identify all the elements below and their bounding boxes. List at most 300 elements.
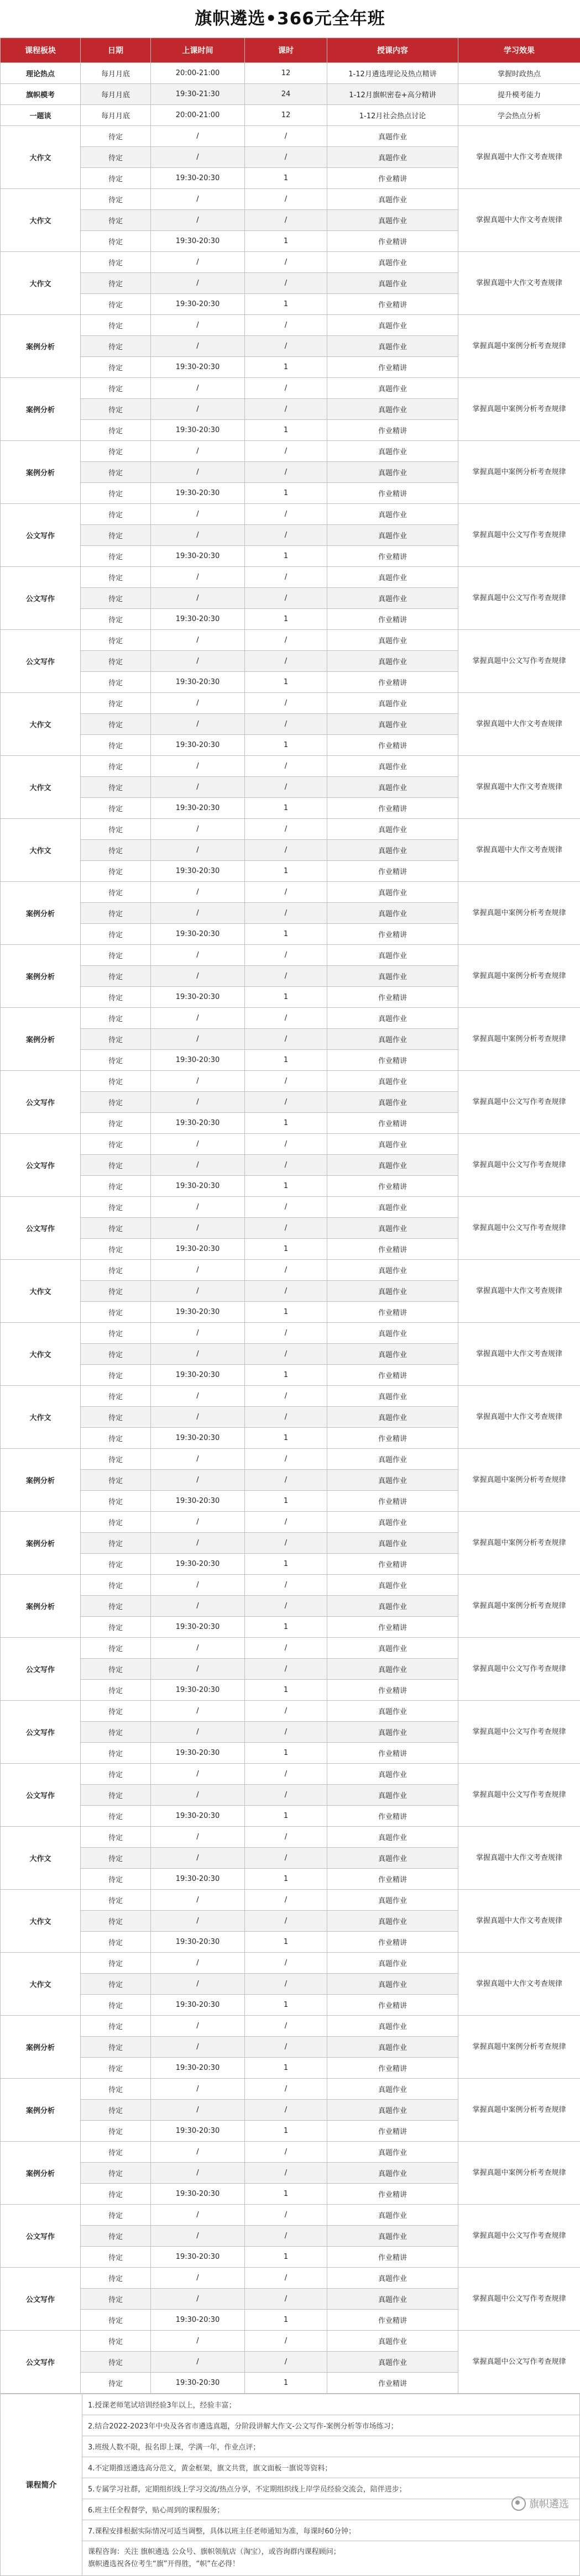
date-cell: 待定 bbox=[81, 1827, 151, 1848]
content-cell: 真题作业 bbox=[327, 1449, 458, 1470]
time-cell: / bbox=[151, 147, 245, 168]
content-cell: 作业精讲 bbox=[327, 924, 458, 945]
table-row bbox=[1, 1890, 580, 1911]
time-cell: / bbox=[151, 1785, 245, 1806]
hours-cell: / bbox=[245, 2142, 327, 2163]
content-cell: 作业精讲 bbox=[327, 357, 458, 378]
content-cell: 作业精讲 bbox=[327, 1113, 458, 1134]
content-cell: 真题作业 bbox=[327, 2142, 458, 2163]
effect-cell: 掌握真题中案例分析考查规律 bbox=[458, 1008, 580, 1071]
module-cell: 案例分析 bbox=[1, 2079, 81, 2142]
content-cell: 真题作业 bbox=[327, 2205, 458, 2226]
hours-cell: / bbox=[245, 2289, 327, 2310]
content-cell: 真题作业 bbox=[327, 1827, 458, 1848]
time-cell: / bbox=[151, 2205, 245, 2226]
effect-cell: 掌握真题中大作文考查规律 bbox=[458, 189, 580, 252]
date-cell: 待定 bbox=[81, 1218, 151, 1239]
date-cell: 待定 bbox=[81, 630, 151, 651]
date-cell: 待定 bbox=[81, 1470, 151, 1491]
time-cell: / bbox=[151, 1974, 245, 1995]
module-cell: 案例分析 bbox=[1, 441, 81, 504]
hours-cell: 1 bbox=[245, 2310, 327, 2331]
time-cell: 19:30-20:30 bbox=[151, 357, 245, 378]
date-cell: 待定 bbox=[81, 168, 151, 189]
date-cell: 待定 bbox=[81, 1176, 151, 1197]
content-cell: 真题作业 bbox=[327, 693, 458, 714]
content-cell: 真题作业 bbox=[327, 147, 458, 168]
time-cell: / bbox=[151, 189, 245, 210]
content-cell: 作业精讲 bbox=[327, 2121, 458, 2142]
module-cell: 公文写作 bbox=[1, 2268, 81, 2331]
time-cell: / bbox=[151, 1407, 245, 1428]
intro-item bbox=[82, 2541, 580, 2576]
hours-cell: 1 bbox=[245, 420, 327, 441]
hours-cell: / bbox=[245, 2163, 327, 2184]
time-cell: / bbox=[151, 1827, 245, 1848]
module-cell: 大作文 bbox=[1, 252, 81, 315]
time-cell: / bbox=[151, 1533, 245, 1554]
content-cell: 真题作业 bbox=[327, 651, 458, 672]
hours-cell: / bbox=[245, 2037, 327, 2058]
hours-cell: / bbox=[245, 1764, 327, 1785]
effect-cell: 掌握真题中案例分析考查规律 bbox=[458, 2142, 580, 2205]
time-cell: / bbox=[151, 1344, 245, 1365]
time-cell: 19:30-20:30 bbox=[151, 1995, 245, 2016]
hours-cell: 1 bbox=[245, 1617, 327, 1638]
time-cell: / bbox=[151, 840, 245, 861]
hours-cell: / bbox=[245, 1092, 327, 1113]
date-cell: 待定 bbox=[81, 1869, 151, 1890]
hours-cell: 1 bbox=[245, 2247, 327, 2268]
intro-item-text: 7.课程安排根据实际情况可适当调整，具体以班主任老师通知为准，每课时60分钟； bbox=[88, 2525, 574, 2536]
date-cell: 待定 bbox=[81, 966, 151, 987]
intro-row bbox=[1, 2478, 580, 2499]
date-cell: 待定 bbox=[81, 1050, 151, 1071]
hours-cell: / bbox=[245, 126, 327, 147]
content-cell: 真题作业 bbox=[327, 1890, 458, 1911]
hours-cell: / bbox=[245, 1197, 327, 1218]
time-cell: 19:30-20:30 bbox=[151, 1743, 245, 1764]
hours-cell: / bbox=[245, 1449, 327, 1470]
content-cell: 作业精讲 bbox=[327, 483, 458, 504]
time-cell: / bbox=[151, 2142, 245, 2163]
content-cell: 1-12月旗帜密卷+高分精讲 bbox=[327, 84, 458, 105]
module-cell: 大作文 bbox=[1, 126, 81, 189]
table-row bbox=[1, 2016, 580, 2037]
time-cell: 19:30-20:30 bbox=[151, 735, 245, 756]
content-cell: 作业精讲 bbox=[327, 1050, 458, 1071]
effect-cell: 掌握真题中大作文考查规律 bbox=[458, 1323, 580, 1386]
hours-cell: / bbox=[245, 273, 327, 294]
time-cell: 19:30-20:30 bbox=[151, 987, 245, 1008]
time-cell: / bbox=[151, 630, 245, 651]
content-cell: 作业精讲 bbox=[327, 2310, 458, 2331]
date-cell: 待定 bbox=[81, 1281, 151, 1302]
effect-cell: 提升模考能力 bbox=[458, 84, 580, 105]
hours-cell: / bbox=[245, 1512, 327, 1533]
date-cell: 待定 bbox=[81, 1365, 151, 1386]
hours-cell: 1 bbox=[245, 546, 327, 567]
hours-cell: / bbox=[245, 840, 327, 861]
hours-cell: / bbox=[245, 1155, 327, 1176]
content-cell: 真题作业 bbox=[327, 1386, 458, 1407]
time-cell: 19:30-20:30 bbox=[151, 2310, 245, 2331]
hours-cell: 1 bbox=[245, 357, 327, 378]
date-cell: 待定 bbox=[81, 1701, 151, 1722]
content-cell: 作业精讲 bbox=[327, 2373, 458, 2394]
date-cell: 待定 bbox=[81, 1344, 151, 1365]
table-row bbox=[1, 2331, 580, 2352]
content-cell: 真题作业 bbox=[327, 819, 458, 840]
time-cell: / bbox=[151, 1890, 245, 1911]
time-cell: 19:30-20:30 bbox=[151, 1932, 245, 1953]
hours-cell: / bbox=[245, 210, 327, 231]
module-cell: 案例分析 bbox=[1, 2142, 81, 2205]
table-row bbox=[1, 882, 580, 903]
effect-cell: 学会热点分析 bbox=[458, 105, 580, 126]
content-cell: 真题作业 bbox=[327, 1071, 458, 1092]
content-cell: 作业精讲 bbox=[327, 294, 458, 315]
content-cell: 真题作业 bbox=[327, 714, 458, 735]
hours-cell: 1 bbox=[245, 1050, 327, 1071]
time-cell: / bbox=[151, 1008, 245, 1029]
hours-cell: / bbox=[245, 651, 327, 672]
header-effect: 学习效果 bbox=[458, 38, 580, 63]
date-cell: 每月月底 bbox=[81, 63, 151, 84]
content-cell: 真题作业 bbox=[327, 2037, 458, 2058]
time-cell: / bbox=[151, 1911, 245, 1932]
intro-item-text: 5.专属学习社群，定期组织线上学习交流/热点分享，不定期组织线上岸学员经验交流会，陪伴进步； bbox=[88, 2483, 574, 2494]
intro-row bbox=[1, 2457, 580, 2478]
date-cell: 待定 bbox=[81, 504, 151, 525]
date-cell: 待定 bbox=[81, 1680, 151, 1701]
date-cell: 待定 bbox=[81, 1302, 151, 1323]
hours-cell: 1 bbox=[245, 1680, 327, 1701]
time-cell: 19:30-20:30 bbox=[151, 924, 245, 945]
table-row bbox=[1, 1575, 580, 1596]
table-row bbox=[1, 1764, 580, 1785]
time-cell: / bbox=[151, 567, 245, 588]
hours-cell: / bbox=[245, 1911, 327, 1932]
watermark-text: 旗帜遴选 bbox=[529, 2496, 569, 2511]
content-cell: 真题作业 bbox=[327, 1092, 458, 1113]
content-cell: 真题作业 bbox=[327, 189, 458, 210]
content-cell: 真题作业 bbox=[327, 2268, 458, 2289]
content-cell: 真题作业 bbox=[327, 1512, 458, 1533]
hours-cell: 1 bbox=[245, 2184, 327, 2205]
hours-cell: 12 bbox=[245, 63, 327, 84]
effect-cell: 掌握真题中公文写作考查规律 bbox=[458, 567, 580, 630]
intro-row bbox=[1, 2394, 580, 2415]
hours-cell: / bbox=[245, 315, 327, 336]
hours-cell: / bbox=[245, 1785, 327, 1806]
content-cell: 作业精讲 bbox=[327, 798, 458, 819]
table-row bbox=[1, 126, 580, 147]
effect-cell: 掌握真题中案例分析考查规律 bbox=[458, 315, 580, 378]
time-cell: / bbox=[151, 378, 245, 399]
table-row bbox=[1, 378, 580, 399]
effect-cell: 掌握真题中大作文考查规律 bbox=[458, 252, 580, 315]
content-cell: 1-12月社会热点讨论 bbox=[327, 105, 458, 126]
content-cell: 作业精讲 bbox=[327, 2184, 458, 2205]
hours-cell: / bbox=[245, 882, 327, 903]
intro-row bbox=[1, 2499, 580, 2520]
hours-cell: 1 bbox=[245, 672, 327, 693]
time-cell: 19:30-20:30 bbox=[151, 2121, 245, 2142]
date-cell: 待定 bbox=[81, 2100, 151, 2121]
date-cell: 待定 bbox=[81, 441, 151, 462]
date-cell: 待定 bbox=[81, 378, 151, 399]
time-cell: / bbox=[151, 2226, 245, 2247]
date-cell: 待定 bbox=[81, 147, 151, 168]
module-cell: 大作文 bbox=[1, 189, 81, 252]
content-cell: 作业精讲 bbox=[327, 672, 458, 693]
table-row bbox=[1, 2142, 580, 2163]
time-cell: / bbox=[151, 588, 245, 609]
time-cell: / bbox=[151, 1071, 245, 1092]
hours-cell: 1 bbox=[245, 1554, 327, 1575]
time-cell: / bbox=[151, 1701, 245, 1722]
date-cell: 每月月底 bbox=[81, 105, 151, 126]
content-cell: 作业精讲 bbox=[327, 987, 458, 1008]
time-cell: / bbox=[151, 1596, 245, 1617]
hours-cell: / bbox=[245, 1701, 327, 1722]
module-cell: 公文写作 bbox=[1, 630, 81, 693]
content-cell: 真题作业 bbox=[327, 315, 458, 336]
time-cell: / bbox=[151, 1155, 245, 1176]
date-cell: 待定 bbox=[81, 1491, 151, 1512]
hours-cell: / bbox=[245, 2016, 327, 2037]
table-row bbox=[1, 252, 580, 273]
content-cell: 真题作业 bbox=[327, 2079, 458, 2100]
module-cell: 公文写作 bbox=[1, 1197, 81, 1260]
content-cell: 真题作业 bbox=[327, 126, 458, 147]
date-cell: 待定 bbox=[81, 2331, 151, 2352]
content-cell: 真题作业 bbox=[327, 1134, 458, 1155]
table-row bbox=[1, 1701, 580, 1722]
content-cell: 真题作业 bbox=[327, 1407, 458, 1428]
content-cell: 真题作业 bbox=[327, 840, 458, 861]
content-cell: 真题作业 bbox=[327, 252, 458, 273]
time-cell: / bbox=[151, 441, 245, 462]
intro-item-text: 2.结合2022-2023年中央及各省市遴选真题，分阶段讲解大作文-公文写作-案例分析等市场练习； bbox=[88, 2420, 574, 2431]
hours-cell: / bbox=[245, 2205, 327, 2226]
summary-row bbox=[1, 105, 580, 126]
time-cell: / bbox=[151, 1281, 245, 1302]
time-cell: / bbox=[151, 273, 245, 294]
date-cell: 待定 bbox=[81, 2163, 151, 2184]
time-cell: 19:30-20:30 bbox=[151, 1806, 245, 1827]
time-cell: / bbox=[151, 1722, 245, 1743]
effect-cell: 掌握真题中大作文考查规律 bbox=[458, 1953, 580, 2016]
schedule-table bbox=[0, 38, 580, 2394]
intro-item bbox=[82, 2499, 580, 2520]
time-cell: 19:30-20:30 bbox=[151, 1302, 245, 1323]
content-cell: 真题作业 bbox=[327, 1974, 458, 1995]
intro-item-text: 1.授课老师笔试培训经验3年以上，经验丰富； bbox=[88, 2399, 574, 2410]
hours-cell: / bbox=[245, 2226, 327, 2247]
content-cell: 作业精讲 bbox=[327, 2058, 458, 2079]
date-cell: 待定 bbox=[81, 1134, 151, 1155]
date-cell: 待定 bbox=[81, 315, 151, 336]
content-cell: 真题作业 bbox=[327, 2226, 458, 2247]
time-cell: 19:30-20:30 bbox=[151, 1239, 245, 1260]
date-cell: 待定 bbox=[81, 1722, 151, 1743]
date-cell: 待定 bbox=[81, 1407, 151, 1428]
table-header-row bbox=[1, 38, 580, 63]
hours-cell: / bbox=[245, 1323, 327, 1344]
effect-cell: 掌握真题中大作文考查规律 bbox=[458, 756, 580, 819]
table-row bbox=[1, 1197, 580, 1218]
content-cell: 作业精讲 bbox=[327, 735, 458, 756]
content-cell: 真题作业 bbox=[327, 2352, 458, 2373]
module-cell: 公文写作 bbox=[1, 567, 81, 630]
content-cell: 真题作业 bbox=[327, 1953, 458, 1974]
time-cell: / bbox=[151, 462, 245, 483]
content-cell: 真题作业 bbox=[327, 1218, 458, 1239]
hours-cell: / bbox=[245, 525, 327, 546]
hours-cell: 1 bbox=[245, 1239, 327, 1260]
date-cell: 待定 bbox=[81, 903, 151, 924]
content-cell: 真题作业 bbox=[327, 756, 458, 777]
effect-cell: 掌握真题中案例分析考查规律 bbox=[458, 1449, 580, 1512]
hours-cell: 1 bbox=[245, 2373, 327, 2394]
content-cell: 真题作业 bbox=[327, 588, 458, 609]
date-cell: 待定 bbox=[81, 2016, 151, 2037]
content-cell: 作业精讲 bbox=[327, 1680, 458, 1701]
time-cell: / bbox=[151, 315, 245, 336]
date-cell: 待定 bbox=[81, 1029, 151, 1050]
date-cell: 待定 bbox=[81, 273, 151, 294]
time-cell: / bbox=[151, 1470, 245, 1491]
time-cell: / bbox=[151, 1092, 245, 1113]
time-cell: 19:30-20:30 bbox=[151, 168, 245, 189]
intro-item-text: 4.不定期推送遴选高分范文，黄金框架，旗文共赏，旗文面板一旗说等资料； bbox=[88, 2462, 574, 2473]
time-cell: 19:30-20:30 bbox=[151, 672, 245, 693]
table-row bbox=[1, 504, 580, 525]
content-cell: 真题作业 bbox=[327, 1260, 458, 1281]
date-cell: 待定 bbox=[81, 126, 151, 147]
time-cell: 19:30-20:30 bbox=[151, 483, 245, 504]
content-cell: 真题作业 bbox=[327, 1155, 458, 1176]
hours-cell: 24 bbox=[245, 84, 327, 105]
module-cell: 大作文 bbox=[1, 1260, 81, 1323]
time-cell: / bbox=[151, 2268, 245, 2289]
module-cell: 案例分析 bbox=[1, 2016, 81, 2079]
date-cell: 待定 bbox=[81, 2037, 151, 2058]
effect-cell: 掌握真题中案例分析考查规律 bbox=[458, 2016, 580, 2079]
time-cell: / bbox=[151, 2037, 245, 2058]
module-cell: 公文写作 bbox=[1, 2205, 81, 2268]
intro-row bbox=[1, 2541, 580, 2576]
content-cell: 真题作业 bbox=[327, 2289, 458, 2310]
date-cell: 待定 bbox=[81, 1890, 151, 1911]
table-row bbox=[1, 1008, 580, 1029]
hours-cell: / bbox=[245, 588, 327, 609]
effect-cell: 掌握真题中大作文考查规律 bbox=[458, 126, 580, 189]
effect-cell: 掌握真题中公文写作考查规律 bbox=[458, 630, 580, 693]
time-cell: 19:30-20:30 bbox=[151, 2247, 245, 2268]
hours-cell: / bbox=[245, 1827, 327, 1848]
content-cell: 作业精讲 bbox=[327, 609, 458, 630]
effect-cell: 掌握真题中大作文考查规律 bbox=[458, 693, 580, 756]
time-cell: / bbox=[151, 1638, 245, 1659]
date-cell: 待定 bbox=[81, 798, 151, 819]
hours-cell: / bbox=[245, 1596, 327, 1617]
module-cell: 大作文 bbox=[1, 756, 81, 819]
date-cell: 待定 bbox=[81, 546, 151, 567]
content-cell: 真题作业 bbox=[327, 525, 458, 546]
content-cell: 作业精讲 bbox=[327, 1176, 458, 1197]
effect-cell: 掌握真题中公文写作考查规律 bbox=[458, 1197, 580, 1260]
table-row bbox=[1, 1449, 580, 1470]
date-cell: 待定 bbox=[81, 2352, 151, 2373]
effect-cell: 掌握真题中案例分析考查规律 bbox=[458, 945, 580, 1008]
effect-cell: 掌握真题中案例分析考查规律 bbox=[458, 882, 580, 945]
time-cell: 20:00-21:00 bbox=[151, 63, 245, 84]
hours-cell: / bbox=[245, 1344, 327, 1365]
date-cell: 待定 bbox=[81, 357, 151, 378]
effect-cell: 掌握真题中大作文考查规律 bbox=[458, 1386, 580, 1449]
time-cell: / bbox=[151, 2163, 245, 2184]
time-cell: 20:00-21:00 bbox=[151, 105, 245, 126]
date-cell: 待定 bbox=[81, 2142, 151, 2163]
date-cell: 待定 bbox=[81, 882, 151, 903]
date-cell: 待定 bbox=[81, 2058, 151, 2079]
intro-item bbox=[82, 2457, 580, 2478]
time-cell: / bbox=[151, 1848, 245, 1869]
effect-cell: 掌握真题中公文写作考查规律 bbox=[458, 1764, 580, 1827]
effect-cell: 掌握真题中大作文考查规律 bbox=[458, 1890, 580, 1953]
table-row bbox=[1, 2268, 580, 2289]
date-cell: 待定 bbox=[81, 1533, 151, 1554]
hours-cell: 1 bbox=[245, 1302, 327, 1323]
date-cell: 待定 bbox=[81, 1974, 151, 1995]
content-cell: 作业精讲 bbox=[327, 1995, 458, 2016]
table-row bbox=[1, 1638, 580, 1659]
hours-cell: 1 bbox=[245, 1428, 327, 1449]
content-cell: 真题作业 bbox=[327, 2100, 458, 2121]
date-cell: 待定 bbox=[81, 1911, 151, 1932]
date-cell: 待定 bbox=[81, 861, 151, 882]
hours-cell: / bbox=[245, 399, 327, 420]
hours-cell: 1 bbox=[245, 861, 327, 882]
effect-cell: 掌握真题中公文写作考查规律 bbox=[458, 2205, 580, 2268]
effect-cell: 掌握真题中大作文考查规律 bbox=[458, 1260, 580, 1323]
date-cell: 待定 bbox=[81, 1764, 151, 1785]
content-cell: 真题作业 bbox=[327, 273, 458, 294]
content-cell: 真题作业 bbox=[327, 1470, 458, 1491]
date-cell: 待定 bbox=[81, 1995, 151, 2016]
hours-cell: / bbox=[245, 1281, 327, 1302]
content-cell: 作业精讲 bbox=[327, 168, 458, 189]
table-row bbox=[1, 1071, 580, 1092]
time-cell: / bbox=[151, 882, 245, 903]
module-cell: 案例分析 bbox=[1, 378, 81, 441]
content-cell: 真题作业 bbox=[327, 1638, 458, 1659]
intro-label: 课程简介 bbox=[1, 2394, 82, 2576]
summary-row bbox=[1, 84, 580, 105]
hours-cell: / bbox=[245, 567, 327, 588]
module-cell: 案例分析 bbox=[1, 1449, 81, 1512]
module-cell: 大作文 bbox=[1, 693, 81, 756]
hours-cell: / bbox=[245, 1722, 327, 1743]
time-cell: 19:30-20:30 bbox=[151, 861, 245, 882]
date-cell: 待定 bbox=[81, 2310, 151, 2331]
date-cell: 待定 bbox=[81, 1659, 151, 1680]
module-cell: 大作文 bbox=[1, 1953, 81, 2016]
content-cell: 真题作业 bbox=[327, 378, 458, 399]
